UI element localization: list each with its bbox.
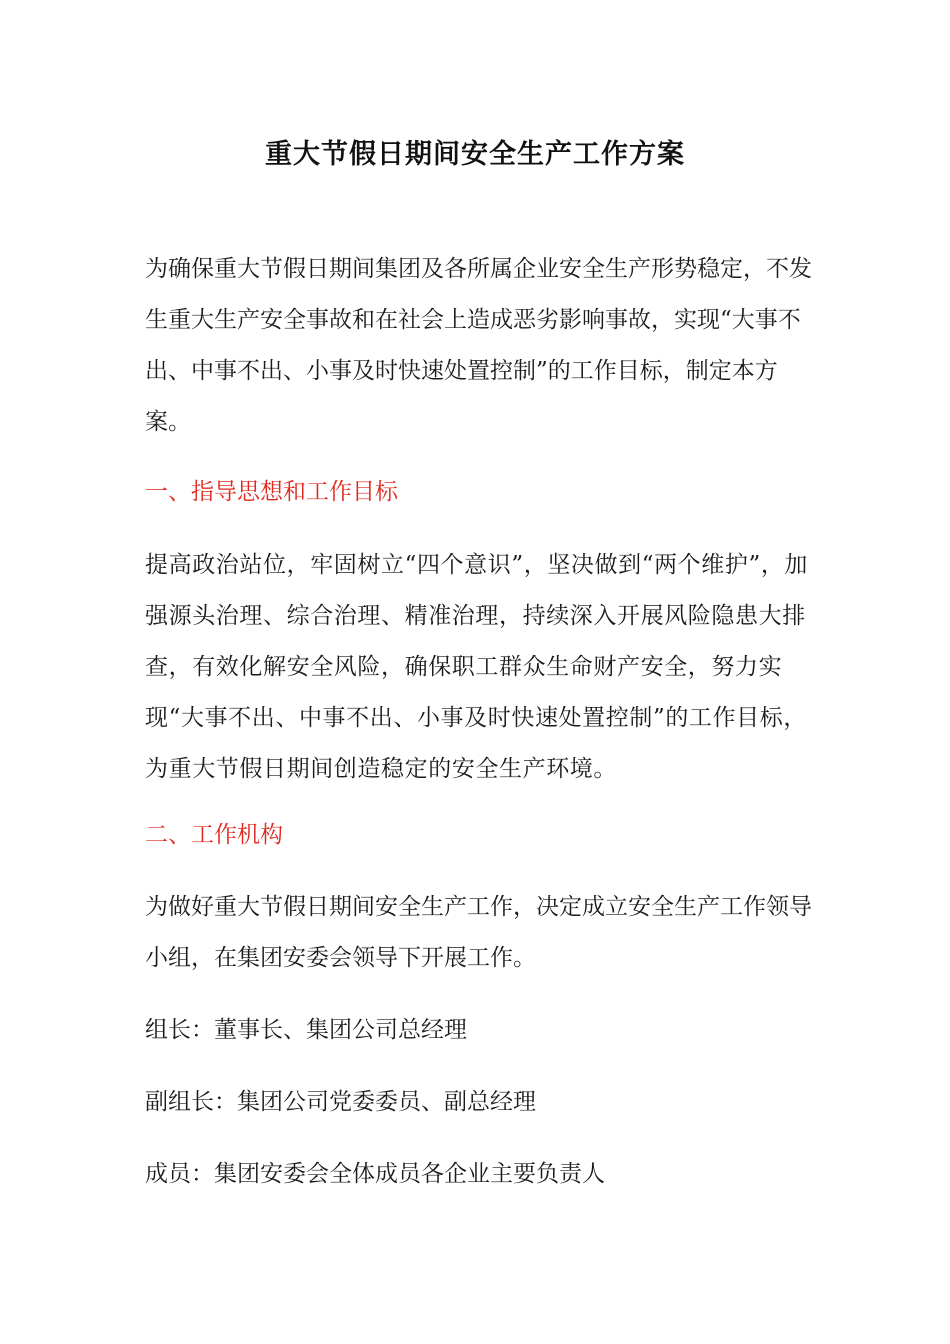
section-heading-1: 一、指导思想和工作目标 (145, 479, 398, 505)
intro-paragraph: 为确保重大节假日期间集团及各所属企业安全生产形势稳定，不发生重大生产安全事故和在社会上造成恶劣影响事故，实现“大事不出、中事不出、小事及时快速处置控制”的工作目标，制定本方案。 (145, 256, 812, 435)
member-deputy-leader: 副组长：集团公司党委委员、副总经理 (145, 1089, 536, 1115)
section-1-paragraph: 提高政治站位，牢固树立“四个意识”，坚决做到“两个维护”，加强源头治理、综合治理、精准治理，持续深入开展风险隐患大排查，有效化解安全风险，确保职工群众生命财产安全，努力实现“大事不出、中事不出、小事及时快速处置控制”的工作目标，为重大节假日期间创造稳定的安全生产环境。 (145, 552, 809, 782)
member-members: 成员：集团安委会全体成员各企业主要负责人 (145, 1161, 605, 1187)
section-heading-2: 二、工作机构 (145, 822, 283, 848)
section-2-paragraph: 为做好重大节假日期间安全生产工作，决定成立安全生产工作领导小组，在集团安委会领导下开展工作。 (145, 894, 812, 971)
document-title: 重大节假日期间安全生产工作方案 (265, 139, 685, 170)
member-leader: 组长：董事长、集团公司总经理 (145, 1017, 467, 1043)
